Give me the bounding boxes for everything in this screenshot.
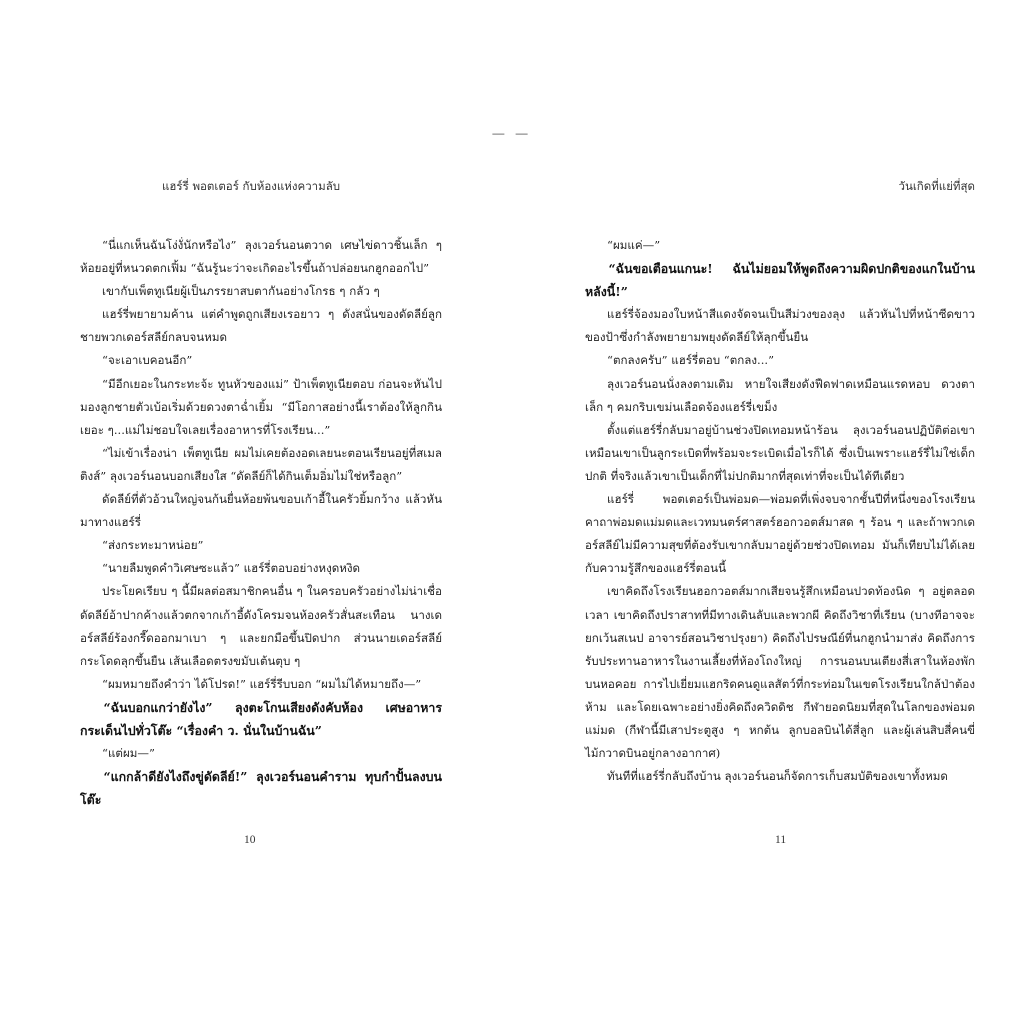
paragraph: “ผมหมายถึงคำว่า ได้โปรด!” แฮร์รี่รีบบอก “ผมไม่ได้หมายถึง—” [102,676,422,691]
page-number-left: 10 [244,834,256,846]
paragraph: ตั้งแต่แฮร์รี่กลับมาอยู่บ้านช่วงปิดเทอมหน้าร้อน ลุงเวอร์นอนปฏิบัติต่อเขาเหมือนเขาเป็นลูกระเบิดที่พร้อมจะระเบิดเมื่อไรก็ได้ ซึ่งเป็นเพราะแฮร์รี่ไม่ใช่เด็กปกติ ที่จริงแล้วเขาเป็นเด็กที่ไม่ปกติมากที่สุดเท่าที่จะเป็นได้ทีเดียว [585,422,975,483]
paragraph: “นี่แกเห็นฉันโง่งั่นักหรือไง” ลุงเวอร์นอนตวาด เศษไข่ดาวชิ้นเล็ก ๆ ห้อยอยู่ที่หนวดตกเฟิ้ม “ฉันรู้นะว่าจะเกิดอะไรขึ้นถ้าปล่อยนกฮูกออกไป” [80,238,442,276]
right-page [585,0,975,1024]
paragraph: แฮร์รี่ พอตเตอร์เป็นพ่อมด—พ่อมดที่เพิ่งจบจากชั้นปีที่หนึ่งของโรงเรียนคาถาพ่อมดแม่มดและเวทมนตร์ศาสตร์ฮอกวอตส์มาสด ๆ ร้อน ๆ และถ้าพวกเดอร์สลีย์ไม่มีความสุขที่ต้องรับเขากลับมาอยู่ด้วยช่วงปิดเทอม มันก็เทียบไม่ได้เลยกับความรู้สึกของแฮร์รี่ตอนนี้ [585,492,975,576]
paragraph: ประโยคเรียบ ๆ นี้มีผลต่อสมาชิกคนอื่น ๆ ในครอบครัวอย่างไม่น่าเชื่อ ดัดลีย์อ้าปากค้างแล้วตกจากเก้าอี้ดังโครมจนห้องครัวสั่นสะเทือน นางเดอร์สลีย์ร้องกรี๊ดออกมาเบา ๆ และยกมือขึ้นปิดปาก ส่วนนายเดอร์สลีย์กระโดดลุกขึ้นยืน เส้นเลือดตรงขมับเต้นตุบ ๆ [80,584,442,668]
running-header-right: วันเกิดที่แย่ที่สุด [898,179,975,193]
paragraph: แฮร์รี่พยายามค้าน แต่คำพูดถูกเสียงเรอยาว ๆ ดังสนั่นของดัดลีย์ลูกชายพวกเดอร์สลีย์กลบจนหมด [80,307,442,345]
paragraph: “ผมแค่—” [607,238,661,252]
page-number-right: 11 [775,834,787,846]
paragraph: แฮร์รี่จ้องมองใบหน้าสีแดงจัดจนเป็นสีม่วงของลุง แล้วหันไปที่หน้าซีดขาวของป้าซึ่งกำลังพยายามพยุงดัดลีย์ให้ลุกขึ้นยืน [585,307,975,345]
paragraph: เขากับเพ็ตทูเนียผู้เป็นภรรยาสบตากันอย่างโกรธ ๆ กลัว ๆ [102,284,380,299]
left-page [80,0,442,1024]
paragraph: “แกกล้าดียังไงถึงขู่ดัดลีย์!” ลุงเวอร์นอนคำราม ทุบกำปั้นลงบนโต๊ะ [80,769,442,808]
paragraph: ทันทีที่แฮร์รี่กลับถึงบ้าน ลุงเวอร์นอนก็จัดการเก็บสมบัติของเขาทั้งหมด [607,769,948,784]
paragraph: “จะเอาเบคอนอีก” [102,353,193,368]
paragraph: “ตกลงครับ” แฮร์รี่ตอบ “ตกลง...” [607,353,774,368]
left-body-text [80,234,442,811]
running-header-left: แฮร์รี่ พอตเตอร์ กับห้องแห่งความลับ [162,179,341,193]
paragraph: “แต่ผม—” [102,746,155,761]
paragraph: ดัดลีย์ที่ตัวอ้วนใหญ่จนก้นยื่นห้อยพ้นขอบเก้าอี้ในครัวยิ้มกว้าง แล้วหันมาทางแฮร์รี่ [80,492,442,530]
right-body-text [585,234,975,788]
paragraph: เขาคิดถึงโรงเรียนฮอกวอตส์มากเสียจนรู้สึกเหมือนปวดท้องนิด ๆ อยู่ตลอดเวลา เขาคิดถึงปราสาทที่มีทางเดินลับและพวกผี คิดถึงวิชาที่เรียน (บางทีอาจจะยกเว้นสเนป อาจารย์สอนวิชาปรุงยา) คิดถึงไปรษณีย์ที่นกฮูกนำมาส่ง คิดถึงการรับประทานอาหารในงานเลี้ยงที่ห้องโถงใหญ่ การนอนบนเตียงสี่เสาในห้องพักบนหอคอย การไปเยี่ยมแฮกริดคนดูแลสัตว์ที่กระท่อมในเขตโรงเรียนใกล้ป่าต้องห้าม และโดยเฉพาะอย่างยิ่งคิดถึงควิดดิช กีฬายอดนิยมที่สุดในโลกของพ่อมดแม่มด (กีฬานี้มีเสาประตูสูง ๆ หกต้น ลูกบอลบินได้สี่ลูก และผู้เล่นสิบสี่คนขี่ไม้กวาดบินอยู่กลางอากาศ) [585,584,975,761]
paragraph: “ฉันขอเตือนแกนะ! ฉันไม่ยอมให้พูดถึงความผิดปกติของแกในบ้านหลังนี้!” [585,261,975,300]
paragraph: “มีอีกเยอะในกระทะจ้ะ ทูนหัวของแม่” ป้าเพ็ตทูเนียตอบ ก่อนจะหันไปมองลูกชายตัวเบ้อเริ่มด้วยดวงตาฉ่ำเยิ้ม “มีโอกาสอย่างนี้เราต้องให้ลูกกินเยอะ ๆ...แม่ไม่ชอบใจเลยเรื่องอาหารที่โรงเรียน...” [80,376,442,437]
paragraph: “ฉันบอกแกว่ายังไง” ลุงตะโกนเสียงดังคับห้อง เศษอาหารกระเด็นไปทั่วโต๊ะ “เรื่องคำ ว. นั่นในบ้านฉัน” [80,699,442,738]
center-mark: — — [492,126,532,140]
paragraph: ลุงเวอร์นอนนั่งลงตามเดิม หายใจเสียงดังฟืดฟาดเหมือนแรดหอบ ดวงตาเล็ก ๆ คมกริบเขม่นเลือดจ้องแฮร์รี่เขม็ง [585,376,975,414]
paragraph: “ส่งกระทะมาหน่อย” [102,538,204,553]
paragraph: “ไม่เข้าเรื่องน่า เพ็ตทูเนีย ผมไม่เคยต้องอดเลยนะตอนเรียนอยู่ที่สเมลติงส์” ลุงเวอร์นอนบอกเสียงใส “ดัดลีย์ก็ได้กินเต็มอิ่มไม่ใช่หรือลูก” [80,445,442,483]
paragraph: “นายลืมพูดคำวิเศษซะแล้ว” แฮร์รี่ตอบอย่างหงุดหงิด [102,561,361,576]
